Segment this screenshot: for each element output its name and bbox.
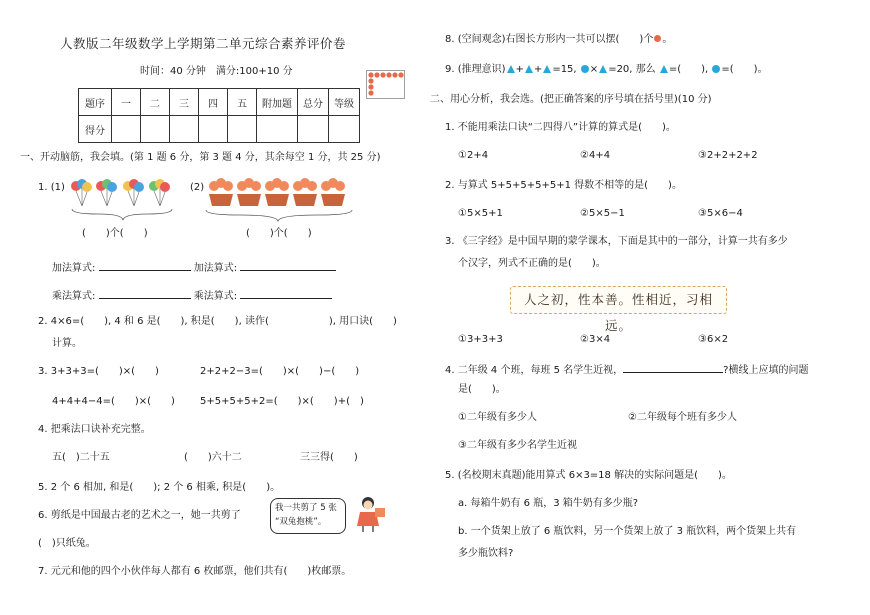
- girl-figure: [348, 494, 388, 534]
- add-answer-line-2[interactable]: [240, 260, 336, 271]
- q4-item: 三三得( ): [300, 452, 358, 463]
- choice-q4-text: ?横线上应填的问题: [723, 365, 809, 376]
- flower-pots-image: [200, 176, 370, 226]
- balloons-image: [68, 176, 178, 226]
- q9-op: =20, 那么: [608, 64, 656, 75]
- q8: [445, 34, 672, 46]
- q9-op: =15,: [552, 64, 577, 75]
- add-answer-line-1[interactable]: [99, 260, 191, 271]
- mul-label: 乘法算式:: [193, 291, 238, 302]
- q1-part2-blank: ( )个( ): [246, 228, 312, 239]
- q8-text: 8. (空间观念)右图长方形内一共可以摆( )个: [445, 34, 654, 45]
- score-row-label: 得分: [79, 116, 112, 143]
- score-header-cell: 总分: [298, 89, 329, 116]
- score-cell[interactable]: [298, 116, 329, 143]
- mul-answer-line-1[interactable]: [99, 288, 191, 299]
- q1-part2-label: (2): [190, 182, 205, 193]
- score-header-cell: 三: [170, 89, 199, 116]
- q1-mul-row: [52, 288, 332, 303]
- add-label: 加法算式:: [193, 263, 238, 274]
- q3-item: 2+2+2−3=( )×( )−( ): [200, 366, 360, 377]
- blue-circle-icon: [712, 65, 720, 73]
- section2-heading: 二、用心分析，我会选。(把正确答案的序号填在括号里)(10 分): [430, 94, 712, 105]
- speech-bubble: [270, 498, 346, 534]
- q9: [445, 64, 768, 76]
- triangle-icon: [507, 65, 515, 73]
- choice-q4-line1: [445, 362, 808, 377]
- score-table-score-row: [79, 116, 360, 143]
- choice-q4-text: 4. 二年级 4 个班，每班 5 名学生近视，: [445, 365, 624, 376]
- score-cell[interactable]: [112, 116, 141, 143]
- choice-option[interactable]: ①3+3+3: [458, 334, 503, 345]
- triangle-icon: [525, 65, 533, 73]
- add-label: 加法算式:: [52, 263, 96, 274]
- poem-box: 人之初，性本善。性相近，习相远。: [510, 286, 727, 314]
- score-header-cell: 一: [112, 89, 141, 116]
- score-cell[interactable]: [141, 116, 170, 143]
- q9-op: ×: [589, 64, 599, 75]
- score-cell[interactable]: [199, 116, 228, 143]
- red-dot-icon: [654, 35, 661, 42]
- score-cell[interactable]: [257, 116, 298, 143]
- q9-op: +: [533, 64, 543, 75]
- q9-op: +: [515, 64, 524, 75]
- choice-q3-line1: 3. 《三字经》是中国早期的蒙学课本，下面是其中的一部分，计算一共有多少: [445, 236, 788, 247]
- q9-op: =( ),: [668, 64, 709, 75]
- q1-part1-blank: ( )个( ): [82, 228, 148, 239]
- q4-item: ( )六十二: [184, 452, 242, 463]
- section1-heading: 一、开动脑筋，我会填。(第 1 题 6 分，第 3 题 4 分，其余每空 1 分，共 25 分): [20, 152, 381, 163]
- q5: 5. 2 个 6 相加, 和是( ); 2 个 6 相乘, 积是( )。: [38, 482, 281, 493]
- q8-suffix: 。: [662, 34, 673, 45]
- choice-option[interactable]: ③6×2: [698, 334, 729, 345]
- q1-part1-label: 1. (1): [38, 182, 65, 193]
- q9-prefix: 9. (推理意识): [445, 64, 506, 75]
- q4-item: 五( )二十五: [52, 452, 110, 463]
- page-title: 人教版二年级数学上学期第二单元综合素养评价卷: [60, 36, 347, 51]
- choice-q3-line2: 个汉字，列式不正确的是( )。: [458, 258, 606, 269]
- choice-option[interactable]: ①二年级有多少人: [458, 412, 537, 423]
- q2-line1: 2. 4×6=( ), 4 和 6 是( ), 积是( ), 读作( ), 用口诀( ): [38, 316, 397, 327]
- q3-item: 3. 3+3+3=( )×( ): [38, 366, 159, 377]
- choice-option[interactable]: ①2+4: [458, 150, 489, 161]
- choice-option[interactable]: ③二年级有多少名学生近视: [458, 440, 577, 451]
- triangle-icon: [599, 65, 607, 73]
- q3-item: 4+4+4−4=( )×( ): [52, 396, 175, 407]
- choice-option[interactable]: ②二年级每个班有多少人: [628, 412, 737, 423]
- question-blank-line[interactable]: [623, 362, 723, 373]
- blue-circle-icon: [581, 65, 589, 73]
- score-header-cell: 题序: [79, 89, 112, 116]
- choice-option[interactable]: ②4+4: [580, 150, 611, 161]
- dot-grid-figure: [366, 70, 406, 100]
- mul-answer-line-2[interactable]: [240, 288, 332, 299]
- choice-option[interactable]: ①5×5+1: [458, 208, 503, 219]
- score-cell[interactable]: [170, 116, 199, 143]
- choice-q4-line2: 是( )。: [458, 384, 506, 395]
- score-header-cell: 四: [199, 89, 228, 116]
- q7: 7. 元元和他的四个小伙伴每人都有 6 枚邮票，他们共有( )枚邮票。: [38, 566, 352, 577]
- score-header-cell: 附加题: [257, 89, 298, 116]
- choice-q2: 2. 与算式 5+5+5+5+5+1 得数不相等的是( )。: [445, 180, 682, 191]
- score-cell[interactable]: [228, 116, 257, 143]
- bubble-text-1: 我一共剪了 5 张: [275, 503, 337, 513]
- q3-item: 5+5+5+5+2=( )×( )+( ): [200, 396, 364, 407]
- score-header-cell: 二: [141, 89, 170, 116]
- score-header-cell: 五: [228, 89, 257, 116]
- bubble-text-2: “双兔抱桃”。: [275, 517, 327, 527]
- choice-option[interactable]: a. 每箱牛奶有 6 瓶，3 箱牛奶有多少瓶?: [458, 498, 639, 509]
- triangle-icon: [543, 65, 551, 73]
- q4-title: 4. 把乘法口诀补充完整。: [38, 424, 151, 435]
- choice-option[interactable]: ②3×4: [580, 334, 611, 345]
- triangle-icon: [660, 65, 668, 73]
- choice-option[interactable]: ②5×5−1: [580, 208, 625, 219]
- q2-line2: 计算。: [52, 338, 82, 349]
- mul-label: 乘法算式:: [52, 291, 96, 302]
- choice-option[interactable]: ③5×6−4: [698, 208, 743, 219]
- q6-line2: ( )只纸兔。: [38, 538, 96, 549]
- score-table-header-row: [79, 89, 360, 116]
- q6-line1: 6. 剪纸是中国最古老的艺术之一，她一共剪了: [38, 510, 241, 521]
- q1-add-row: [52, 260, 336, 275]
- score-cell[interactable]: [329, 116, 360, 143]
- score-table: [78, 88, 360, 143]
- q9-op: =( )。: [721, 64, 768, 75]
- choice-option-continued: 多少瓶饮料?: [458, 548, 514, 559]
- choice-option[interactable]: b. 一个货架上放了 6 瓶饮料，另一个货架上放了 3 瓶饮料，两个货架上共有: [458, 526, 797, 537]
- choice-q1: 1. 不能用乘法口诀“二四得八”计算的算式是( )。: [445, 122, 676, 133]
- score-header-cell: 等级: [329, 89, 360, 116]
- choice-q5: 5. (名校期末真题)能用算式 6×3=18 解决的实际问题是( )。: [445, 470, 732, 481]
- exam-time-info: 时间：40 分钟 满分:100+10 分: [140, 66, 293, 77]
- choice-option[interactable]: ③2+2+2+2: [698, 150, 758, 161]
